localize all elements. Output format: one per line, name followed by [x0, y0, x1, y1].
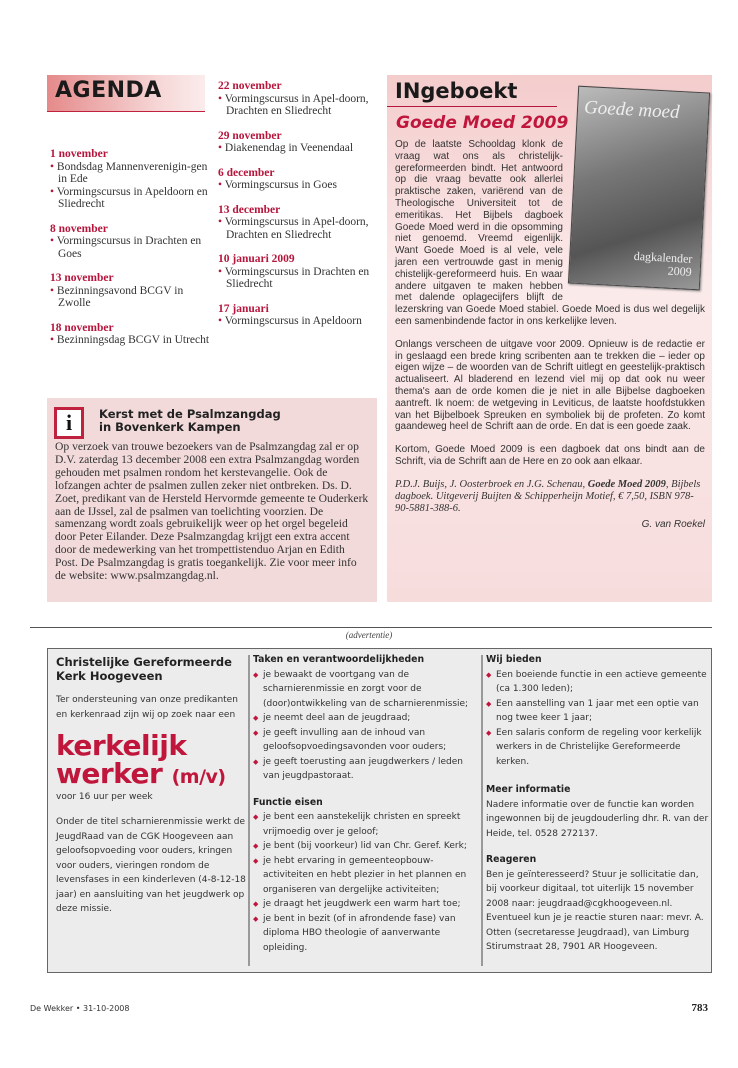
- agenda-date: 6 december: [218, 166, 275, 179]
- agenda-date: 8 november: [50, 222, 108, 235]
- bullet-item: ◆ je bent een aanstekelijk christen en spreekt vrijmoedig over je geloof;: [253, 810, 477, 839]
- bullet-item: ◆ Een aanstelling van 1 jaar met een optie van nog twee keer 1 jaar;: [486, 697, 710, 726]
- agenda-column-1: [50, 148, 210, 347]
- agenda-date: 18 november: [50, 321, 114, 334]
- section-title: INgeboekt: [395, 79, 518, 103]
- job-hours: voor 16 uur per week: [56, 792, 153, 802]
- agenda-item: • Bezinningsdag BCGV in Utrecht: [50, 334, 210, 346]
- agenda-item: • Vormingscursus in Drachten en Sliedrecht: [218, 265, 370, 290]
- offer-heading: Wij bieden: [486, 654, 542, 665]
- react-text: Ben je geïnteresseerd? Stuur je sollicitatie dan, bij voorkeur digitaal, tot uiterlijk 15 november 2008 naar: jeugdraad@cgkhoogeveen.nl. Eventueel kun je je reactie sturen naar: mevr. A. Otten (secretaresse Jeugdraad), van Limburg Stirumstraat 28, 7901 AR Hoogeveen.: [486, 869, 704, 952]
- info-title: Kerst met de Psalmzangdag in Bovenkerk Kampen: [99, 407, 281, 434]
- agenda-date: 1 november: [50, 148, 108, 160]
- review-paragraph: Op de laatste Schooldag klonk de vraag wat ons als christelijk-gereformeerden bindt. Het antwoord op die vraag bevatte ook allerlei praktische zaken, variërend van de Theologische Universiteit tot de emeritikas. Het Bijbels dagboek Goede Moed werd in die opsomming niet genoemd. Vreemd eigenlijk. Want Goede Moed is al vele, vele jaren een vertrouwde gast in menig: [395, 139, 563, 268]
- agenda-column-2: [218, 80, 378, 328]
- agenda-date: 10 januari 2009: [218, 253, 295, 265]
- review-author: G. van Roekel: [641, 518, 705, 530]
- agenda-date: 29 november: [218, 129, 282, 142]
- review-paragraph: Onlangs verscheen de uitgave voor 2009. Opnieuw is de redactie er in geslaagd een brede kring scribenten aan te trekken die – ieder op eigen wijze – de woorden van de Schrift uitlegt en geestelijk-praktisch actualiseert. Al bladerend en lezend viel mij op dat ook nu weer thema's aan de orde komen die je niet in alle Bijbelse dagboeken aantreft. Ik noem: de wetgeving in Leviticus, de laatste hoofdstukken van het Bijbelboek Spreuken en symboliek bij de profeten. Zo komt gaandeweg heel de Schrift aan de orde. En dat is een goede zaak.: [395, 338, 705, 433]
- bullet-item: ◆ je bewaakt de voortgang van de scharnierenmissie en zorgt voor de (door)ontwikkeling van de scharnierenmissie;: [253, 668, 477, 712]
- review-paragraph: Kortom, Goede Moed 2009 is een dagboek dat ons bindt aan de Schrift, via de Schrift aan de Here en zo ook aan elkaar.: [395, 444, 705, 467]
- info-box: [47, 398, 377, 602]
- agenda-item: • Diakenendag in Veenendaal: [218, 142, 354, 154]
- book-cover-image: Goede moed dagkalender 2009: [568, 86, 710, 291]
- tasks-list: [253, 668, 477, 784]
- tasks-heading: Taken en verantwoordelijkheden: [253, 654, 425, 665]
- agenda-title: AGENDA: [55, 78, 162, 103]
- bullet-item: ◆ Een salaris conform de regeling voor kerkelijk werkers in de Christelijke Gereformeerde kerken.: [486, 726, 710, 770]
- ad-mission: Onder de titel scharnierenmissie werkt de JeugdRaad van de CGK Hoogeveen aan geloofsopvoeding voor ouders, kringen voor ouders, vieringen rondom de levensfases in een kinderleven (4-8-12-18 jaar) en aansluiting van het jeugdwerk op deze missie.: [56, 817, 246, 914]
- divider: [387, 106, 557, 107]
- offer-list: [486, 668, 710, 770]
- ad-intro: Ter ondersteuning van onze predikanten en kerkenraad zijn wij op zoek naar een: [56, 695, 238, 720]
- agenda-item: • Vormingscursus in Goes: [218, 179, 337, 191]
- column-divider: [248, 655, 250, 966]
- bullet-item: ◆ je neemt deel aan de jeugdraad;: [253, 711, 477, 726]
- review-paragraph: chistelijk-gereformeerd huis. En waar andere uitgaven te maken hebben met dalende oplagecijfers blijft de lezerskring van Goede Moed stabiel. Goede Moed is dus wel degelijk een samenbindende factor in ons kerkelijke leven.: [395, 268, 705, 327]
- bullet-item: ◆ je hebt ervaring in gemeenteopbouw-activiteiten en hebt plezier in het plannen en organiseren van dergelijke activiteiten;: [253, 854, 477, 898]
- bullet-item: ◆ je geeft toerusting aan jeugdwerkers / leden van jeugdpastoraat.: [253, 755, 477, 784]
- job-advertisement: [47, 648, 712, 973]
- ad-organization: Christelijke Gereformeerde Kerk Hoogeveen: [56, 655, 232, 683]
- review-title: Goede Moed 2009: [396, 113, 569, 133]
- bullet-item: ◆ Een boeiende functie in een actieve gemeente (ca 1.300 leden);: [486, 668, 710, 697]
- agenda-item: • Vormingscursus in Drachten en Goes: [50, 235, 202, 260]
- page-number: 783: [691, 1002, 708, 1014]
- book-citation: P.D.J. Buijs, J. Oosterbroek en J.G. Schenau, Goede Moed 2009, Bijbels dagboek. Uitgeverij Buijten & Schipperheijn Motief, € 7,50, ISBN 978-90-5881-388-6.: [395, 478, 701, 514]
- footer-issue: De Wekker • 31-10-2008: [30, 1004, 130, 1013]
- agenda-date: 13 december: [218, 203, 281, 216]
- info-icon: i: [54, 407, 84, 439]
- react-heading: Reageren: [486, 854, 537, 865]
- requirements-heading: Functie eisen: [253, 796, 323, 808]
- bullet-item: ◆ je draagt het jeugdwerk een warm hart toe;: [253, 897, 477, 912]
- bullet-item: ◆ je geeft invulling aan de inhoud van geloofsopvoedingsavonden voor ouders;: [253, 726, 477, 755]
- agenda-item: • Bondsdag Mannenverenigin-gen in Ede: [50, 160, 208, 185]
- separator: [30, 627, 712, 628]
- column-divider: [481, 655, 483, 966]
- info-body: Op verzoek van trouwe bezoekers van de Psalmzangdag zal er op D.V. zaterdag 13 december 2008 een extra Psalmzangdag worden gehouden met psalmen rondom het kerstevangelie. Ook de lofzangen achter de psalmen zullen zeker niet ontbreken. Ds. D. Zoet, predikant van de Hersteld Hervormde gemeente te Ouderkerk aan de IJssel, zal de psalmen van toelichting voorzien. De samenzang wordt zoals gebruikelijk weer op het orgel begeleid door Peter Eilander. Deze Psalmzangdag krijgt een extra accent door de medewerking van het trompettistenduo Arjan en Edith Post. De Psalmzangdag is gratis toegankelijk. Zie voor meer info de website: www.psalmzangdag.nl.: [55, 440, 369, 583]
- agenda-date: 17 januari: [218, 302, 269, 315]
- requirements-list: [253, 810, 477, 955]
- agenda-date: 22 november: [218, 80, 282, 92]
- info-text: Nadere informatie over de functie kan worden ingewonnen bij de jeugdouderling dhr. R. van der Heide, tel. 0528 272137.: [486, 799, 709, 839]
- advertisement-label: (advertentie): [345, 630, 393, 640]
- bullet-item: ◆ je bent in bezit (of in afrondende fase) van diploma HBO theologie of aanverwante opleiding.: [253, 912, 477, 956]
- agenda-header: [47, 75, 205, 112]
- job-title: kerkelijk werker (m/v): [56, 729, 226, 790]
- bullet-item: ◆ je bent (bij voorkeur) lid van Chr. Geref. Kerk;: [253, 839, 477, 854]
- review-box: [387, 75, 712, 602]
- info-heading: Meer informatie: [486, 784, 571, 795]
- agenda-item: • Vormingscursus in Apel-doorn, Drachten en Sliedrecht: [218, 216, 369, 241]
- agenda-date: 13 november: [50, 272, 114, 284]
- agenda-item: • Vormingscursus in Apel-doorn, Drachten en Sliedrecht: [218, 92, 369, 117]
- agenda-item: • Bezinningsavond BCGV in Zwolle: [50, 284, 184, 309]
- agenda-item: • Vormingscursus in Apeldoorn en Sliedrecht: [50, 185, 208, 210]
- agenda-item: • Vormingscursus in Apeldoorn: [218, 315, 362, 327]
